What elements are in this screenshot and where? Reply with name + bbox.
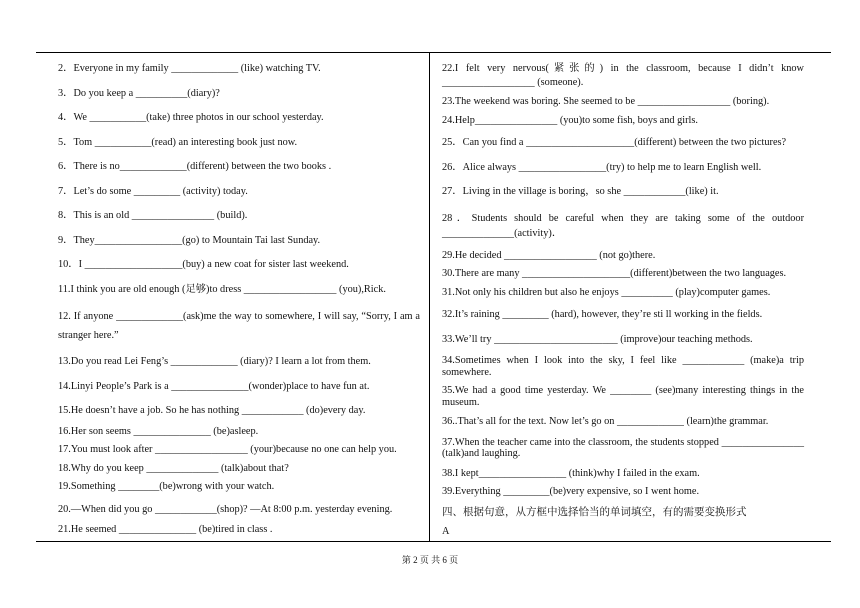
question-3: 3．Do you keep a __________(diary)? bbox=[58, 87, 220, 99]
question-38: 38.I kept_________________ (think)why I failed in the exam. bbox=[442, 467, 700, 479]
question-25: 25．Can you find a _____________________(different) between the two pictures? bbox=[442, 137, 787, 148]
section-label-a: A bbox=[442, 525, 450, 537]
question-26: 26．Alice always _________________(try) to help me to learn English well. bbox=[442, 161, 762, 173]
question-37: 37.When the teacher came into the classroom, the students stopped ________________ (talk)and laughing. bbox=[442, 436, 804, 459]
question-19: 19.Something ________(be)wrong with your watch. bbox=[58, 481, 275, 492]
section-four-title: 四、根据句意，从方框中选择恰当的单词填空，有的需要变换形式 bbox=[442, 505, 747, 518]
question-35: 35.We had a good time yesterday. We ________ (see)many interesting things in the museum. bbox=[442, 385, 804, 408]
question-27: 27．Living in the village is boring，so she ____________(like) it. bbox=[442, 186, 719, 197]
question-8: 8．This is an old ________________ (build). bbox=[58, 210, 248, 221]
question-32: 32.It’s raining _________ (hard), however, they’re sti ll working in the fields. bbox=[442, 309, 763, 320]
question-34: 34.Sometimes when I look into the sky, I feel like ____________ (make)a trip somewhere. bbox=[442, 355, 804, 378]
top-rule bbox=[36, 52, 831, 53]
column-divider bbox=[429, 52, 430, 541]
question-6: 6．There is no_____________(different) between the two books . bbox=[58, 161, 332, 172]
question-16: 16.Her son seems _______________ (be)asleep. bbox=[58, 425, 259, 437]
question-20: 20.—When did you go ____________(shop)? —At 8:00 p.m. yesterday evening. bbox=[58, 503, 393, 515]
right-column bbox=[442, 58, 804, 538]
question-28: 28．Students should be careful when they are taking some of the outdoor ______________(activity)． bbox=[442, 212, 804, 239]
question-36: 36..That’s all for the text. Now let’s go on _____________ (learn)the grammar. bbox=[442, 416, 769, 427]
question-21: 21.He seemed _______________ (be)tired in class . bbox=[58, 524, 273, 535]
question-31: 31.Not only his children but also he enjoys __________ (play)computer games. bbox=[442, 286, 771, 298]
question-23: 23.The weekend was boring. She seemed to be __________________ (boring). bbox=[442, 96, 770, 107]
question-13: 13.Do you read Lei Feng’s _____________ (diary)? I learn a lot from them. bbox=[58, 356, 371, 367]
question-30: 30.There are many _____________________(different)between the two languages. bbox=[442, 268, 787, 279]
question-14: 14.Linyi People’s Park is a _______________(wonder)place to have fun at. bbox=[58, 380, 370, 392]
question-4: 4．We ___________(take) three photos in our school yesterday. bbox=[58, 112, 324, 123]
question-5: 5．Tom ___________(read) an interesting book just now. bbox=[58, 136, 298, 148]
question-15: 15.He doesn’t have a job. So he has nothing ____________ (do)every day. bbox=[58, 405, 366, 416]
question-18: 18.Why do you keep ______________ (talk)about that? bbox=[58, 462, 289, 474]
question-12: 12. If anyone _____________(ask)me the way to somewhere, I will say, “Sorry, I am a stranger here.” bbox=[58, 311, 420, 341]
question-39: 39.Everything _________(be)very expensive, so I went home. bbox=[442, 486, 700, 497]
question-7: 7．Let’s do some _________ (activity) today. bbox=[58, 185, 248, 197]
left-column bbox=[58, 58, 420, 537]
question-29: 29.He decided __________________ (not go)there. bbox=[442, 249, 656, 261]
question-17: 17.You must look after __________________ (your)because no one can help you. bbox=[58, 444, 397, 455]
bottom-rule bbox=[36, 541, 831, 542]
question-10: 10．I ___________________(buy) a new coat for sister last weekend. bbox=[58, 259, 349, 270]
question-2: 2．Everyone in my family _____________ (like) watching TV. bbox=[58, 63, 321, 74]
question-9: 9．They_________________(go) to Mountain Tai last Sunday. bbox=[58, 234, 321, 246]
question-24: 24.Help________________ (you)to some fish, boys and girls. bbox=[442, 114, 698, 126]
question-22: 22.I felt very nervous(紧张的) in the classroom, because I didn’t know __________________ (someone). bbox=[442, 63, 804, 88]
question-11: 11.I think you are old enough (足够)to dress __________________ (you),Rick. bbox=[58, 283, 386, 295]
page-footer: 第 2 页 共 6 页 bbox=[401, 555, 459, 565]
question-33: 33.We’ll try ________________________ (improve)our teaching methods. bbox=[442, 333, 753, 345]
